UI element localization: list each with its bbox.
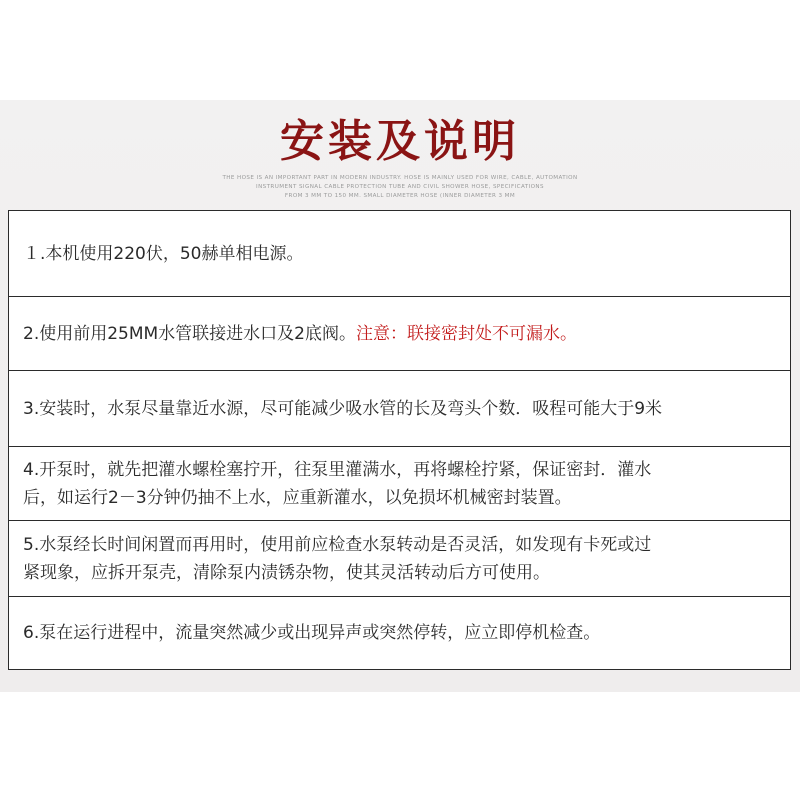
instruction-text: １.本机使用220伏，50赫单相电源。 <box>23 243 304 264</box>
subtitle-line: THE HOSE IS AN IMPORTANT PART IN MODERN INDUSTRY. HOSE IS MAINLY USED FOR WIRE, CABLE, AUTOMATION <box>222 175 578 181</box>
subtitle-line: INSTRUMENT SIGNAL CABLE PROTECTION TUBE AND CIVIL SHOWER HOSE, SPECIFICATIONS <box>256 184 544 190</box>
instruction-text-group <box>23 320 790 348</box>
warning-note: 注意：联接密封处不可漏水。 <box>356 323 578 344</box>
instruction-text: 4.开泵时，就先把灌水螺栓塞拧开，往泵里灌满水，再将螺栓拧紧，保证密封．灌水 <box>23 459 652 480</box>
page-title: 安装及说明 <box>280 116 520 167</box>
instruction-row-2 <box>9 297 790 371</box>
instructions-table <box>8 210 791 670</box>
instruction-text: 6.泵在运行进程中，流量突然减少或出现异声或突然停转，应立即停机检查。 <box>23 623 601 643</box>
instruction-text: 紧现象，应拆开泵壳，清除泵内渍锈杂物，使其灵活转动后方可使用。 <box>23 562 550 583</box>
instruction-text: 3.安装时，水泵尽量靠近水源，尽可能减少吸水管的长及弯头个数．吸程可能大于9米 <box>23 398 663 419</box>
instruction-row-1 <box>9 211 790 297</box>
instruction-text: 5.水泵经长时间闲置而再用时，使用前应检查水泵转动是否灵活，如发现有卡死或过 <box>23 534 652 555</box>
instruction-text: 后，如运行2－3分钟仍抽不上水，应重新灌水，以免损坏机械密封装置。 <box>23 487 572 508</box>
instruction-text: 2.使用前用25MM水管联接进水口及2底阀。 <box>23 323 357 344</box>
instruction-row-6 <box>9 597 790 669</box>
instruction-row-3 <box>9 371 790 447</box>
english-subtitle <box>190 174 610 201</box>
instruction-row-4 <box>9 447 790 521</box>
instruction-row-5 <box>9 521 790 597</box>
subtitle-line: FROM 3 MM TO 150 MM. SMALL DIAMETER HOSE (INNER DIAMETER 3 MM <box>284 193 516 199</box>
